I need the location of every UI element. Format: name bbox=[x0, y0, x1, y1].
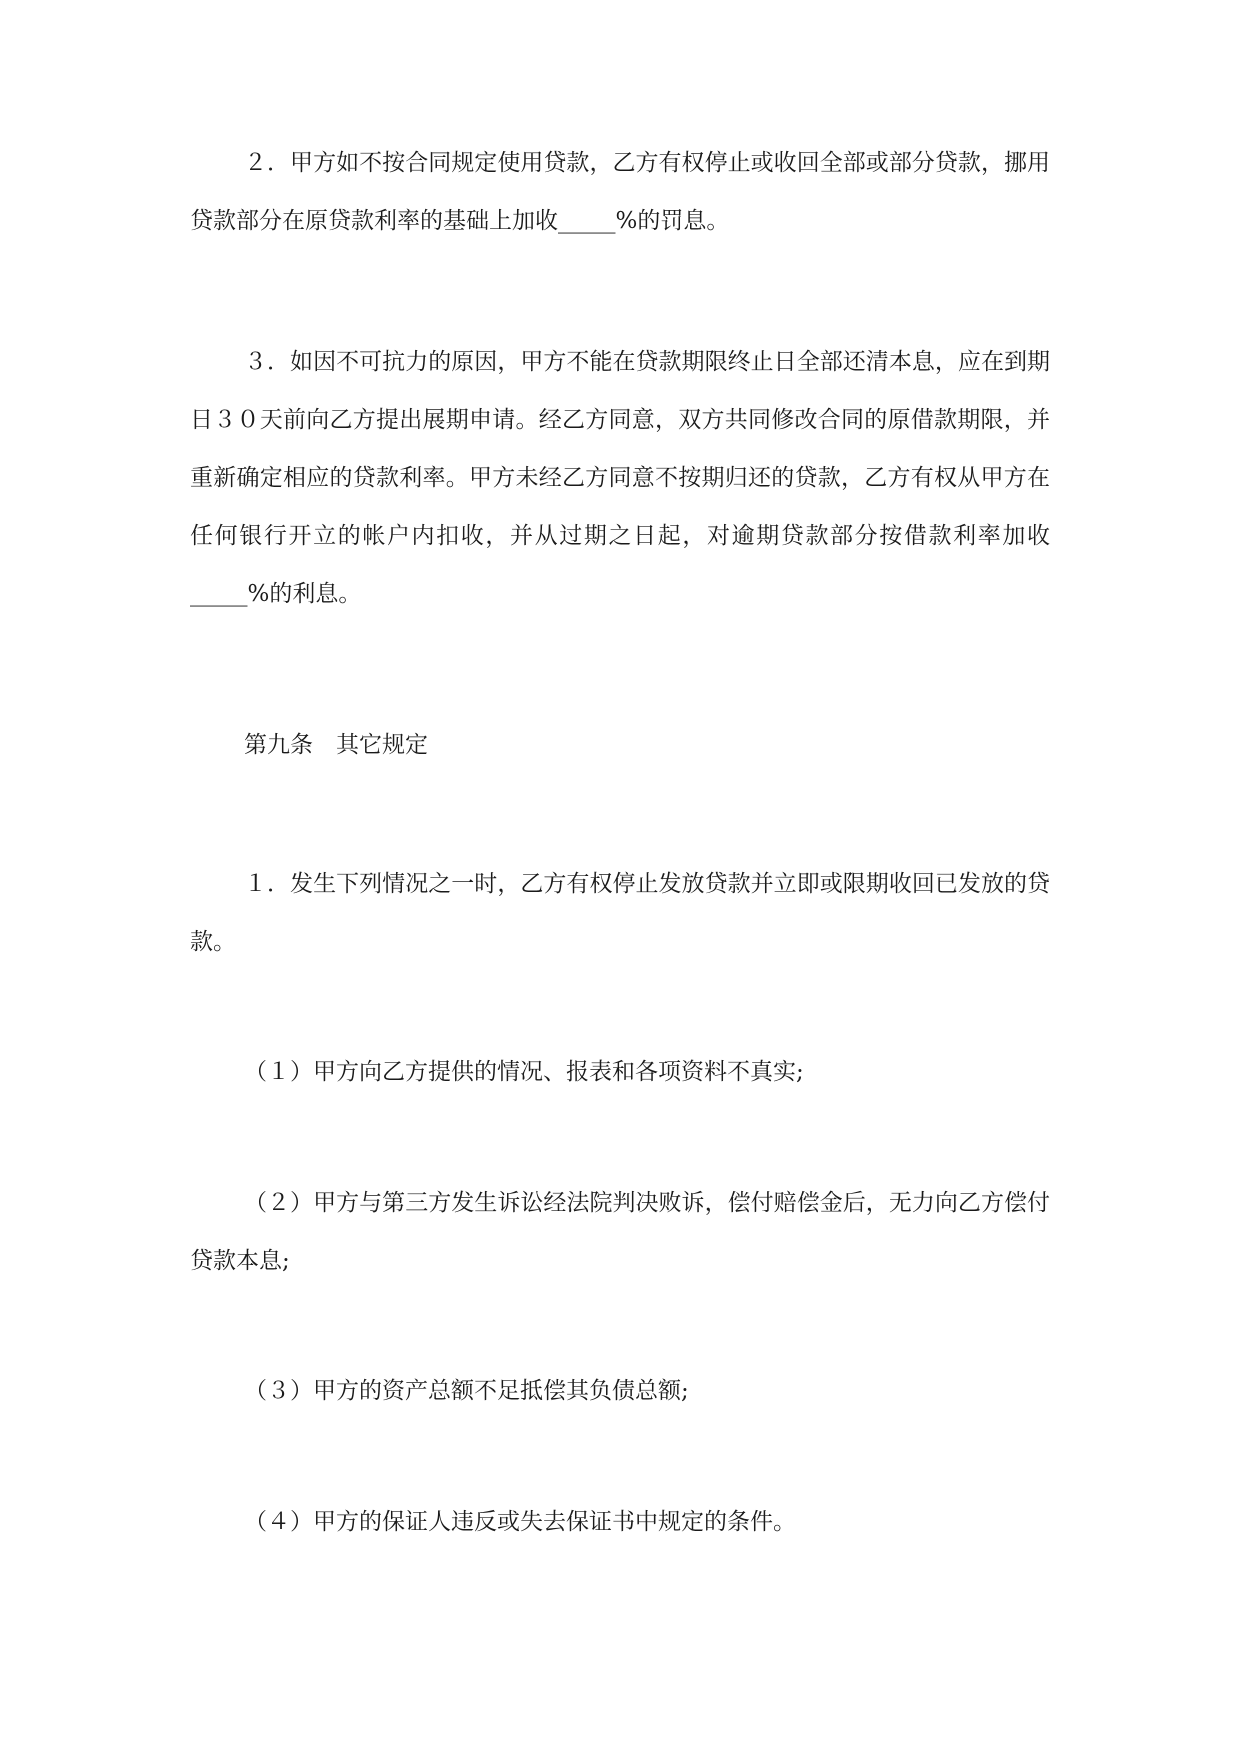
clause-3-paragraph: ３．如因不可抗力的原因，甲方不能在贷款期限终止日全部还清本息，应在到期日３０天前向乙方提出展期申请。经乙方同意，双方共同修改合同的原借款期限，并重新确定相应的贷款利率。甲方未经乙方同意不按期归还的贷款，乙方有权从甲方在任何银行开立的帐户内扣收，并从过期之日起，对逾期贷款部分按借款利率加收_____%的利息。 bbox=[190, 349, 1050, 607]
article-9-item-3: （３）甲方的资产总额不足抵偿其负债总额; bbox=[244, 1378, 689, 1404]
article-9-heading: 第九条 其它规定 bbox=[244, 732, 428, 758]
article-9-item-2: （２）甲方与第三方发生诉讼经法院判决败诉，偿付赔偿金后，无力向乙方偿付贷款本息; bbox=[190, 1190, 1050, 1274]
article-9-item-4: （４）甲方的保证人违反或失去保证书中规定的条件。 bbox=[244, 1509, 796, 1535]
clause-2-paragraph: ２．甲方如不按合同规定使用贷款，乙方有权停止或收回全部或部分贷款，挪用贷款部分在原贷款利率的基础上加收_____%的罚息。 bbox=[190, 150, 1050, 234]
article-9-item-1: （１）甲方向乙方提供的情况、报表和各项资料不真实; bbox=[244, 1059, 804, 1085]
article-9-clause-1-paragraph: １．发生下列情况之一时，乙方有权停止发放贷款并立即或限期收回已发放的贷款。 bbox=[190, 871, 1050, 955]
